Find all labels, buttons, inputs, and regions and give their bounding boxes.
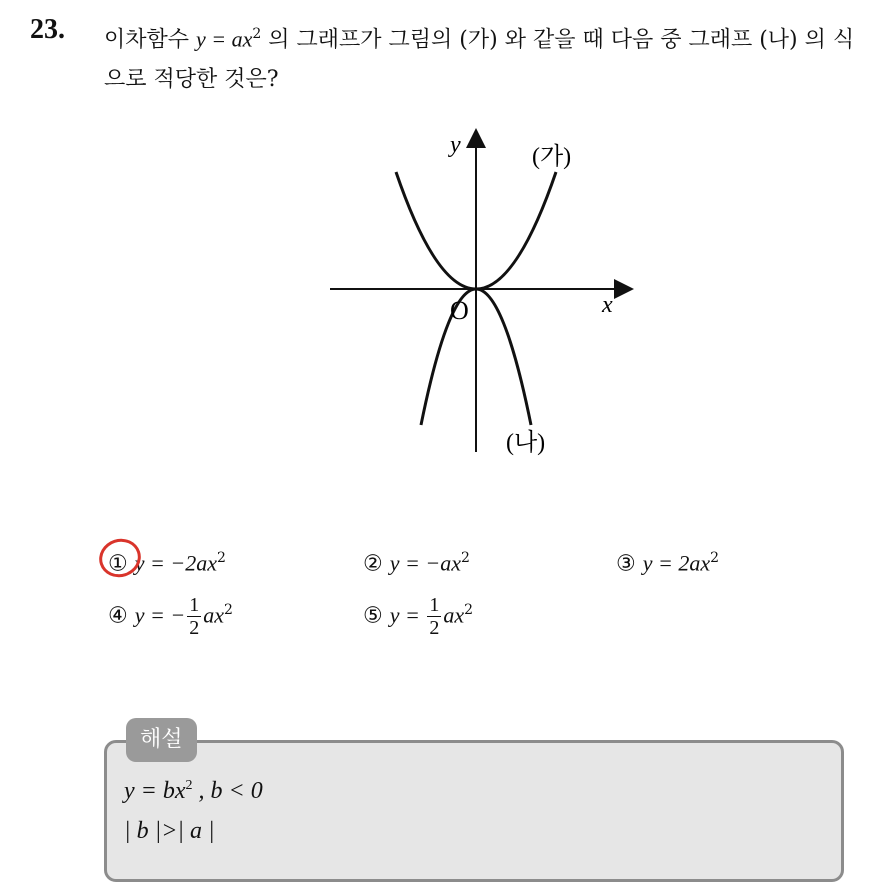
- choice-1-exp: 2: [216, 550, 226, 566]
- question-formula: y = ax: [196, 26, 253, 52]
- question-number: 23.: [30, 14, 65, 45]
- choice-5-numerator: 1: [429, 594, 440, 616]
- parabola-graph: [320, 120, 640, 465]
- question-text: [104, 14, 874, 100]
- choice-2-exp: 2: [460, 550, 470, 566]
- y-axis-label: y: [450, 132, 461, 158]
- choice-5[interactable]: [363, 594, 473, 639]
- choice-1-expr: y = −2ax: [134, 550, 217, 576]
- solution-line-1-expr: y = bx: [124, 778, 186, 804]
- choice-2-expr: y = −ax: [389, 550, 461, 576]
- choice-4-exp: 2: [223, 602, 233, 619]
- solution-line-1-rest: , b < 0: [192, 778, 263, 804]
- curve-b-label: (나): [506, 430, 546, 456]
- solution-tag: 해설: [126, 718, 197, 762]
- choice-3[interactable]: [616, 550, 719, 576]
- choice-4-suffix: ax: [203, 602, 224, 628]
- choice-4-numerator: 1: [189, 594, 200, 616]
- choice-2[interactable]: [363, 550, 470, 576]
- solution-box: [104, 740, 844, 882]
- x-axis-label: x: [602, 292, 613, 318]
- question-text-before: 이차함수: [104, 27, 197, 53]
- choice-5-prefix: y =: [389, 602, 426, 628]
- choice-3-expr: y = 2ax: [642, 550, 711, 576]
- choice-5-suffix: ax: [443, 602, 465, 628]
- choice-5-marker: ⑤: [363, 603, 383, 629]
- curve-a-label: (가): [532, 144, 572, 170]
- question-text-after: 의 그래프가 그림의 (가) 와 같을 때 다음 중 그래프 (나) 의 식으로 적당한 것은?: [104, 27, 855, 93]
- choice-4[interactable]: [108, 594, 233, 639]
- choice-4-denominator: 2: [189, 617, 200, 639]
- choice-1-marker: ①: [108, 551, 128, 577]
- solution-line-1-exp: 2: [185, 778, 193, 793]
- choice-5-exp: 2: [464, 602, 474, 619]
- question-formula-exp: 2: [252, 26, 262, 42]
- choice-2-marker: ②: [363, 551, 383, 577]
- choice-5-fraction: [427, 594, 441, 639]
- choice-4-fraction: [187, 594, 201, 639]
- choice-3-marker: ③: [616, 551, 636, 577]
- choice-5-denominator: 2: [429, 617, 440, 639]
- choice-4-marker: ④: [108, 603, 128, 629]
- solution-line-1: [124, 778, 263, 805]
- choice-3-exp: 2: [710, 550, 720, 566]
- solution-line-2: | b |>| a |: [124, 818, 215, 844]
- origin-label: O: [450, 296, 469, 325]
- choice-4-prefix: y = −: [134, 602, 186, 628]
